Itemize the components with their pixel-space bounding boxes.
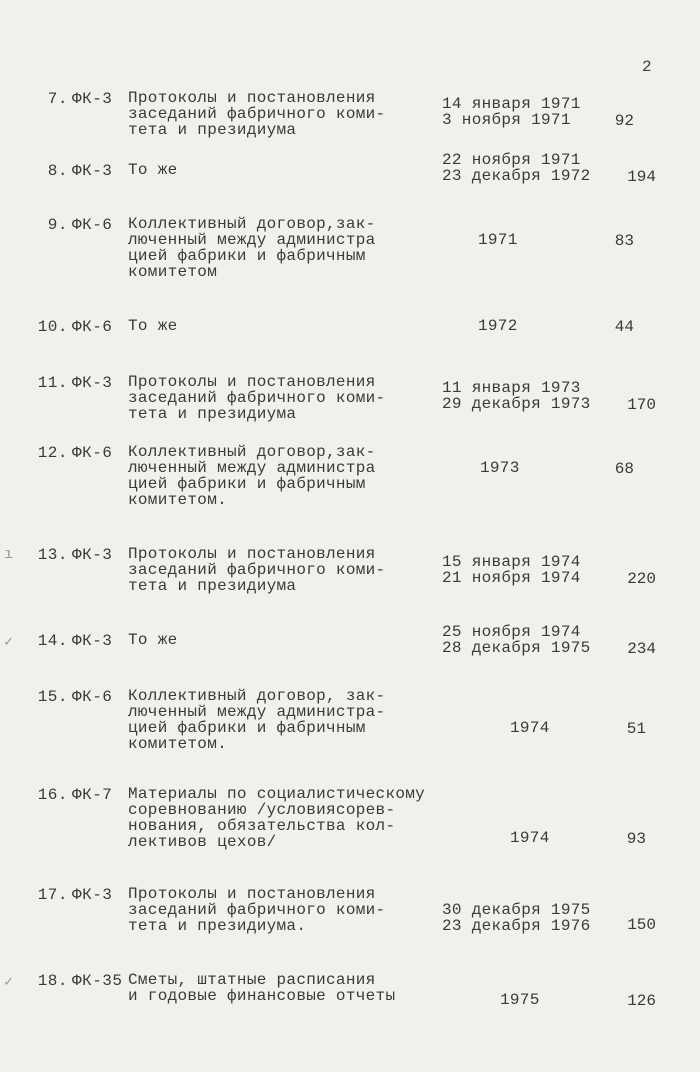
- entry-description: Протоколы и постановления заседаний фабричного коми- тета и президиума.: [128, 885, 386, 935]
- page-number: 2: [642, 58, 652, 76]
- sheet-count: 234: [627, 640, 656, 658]
- fund-code: ФК-6: [72, 318, 113, 336]
- entry-description: То же: [128, 317, 178, 335]
- entry-number: 12.: [37, 444, 68, 462]
- entry-number: 8.: [47, 162, 68, 180]
- sheet-count: 220: [627, 570, 656, 588]
- entry-dates: 1974: [510, 829, 550, 847]
- entry-description: То же: [128, 161, 178, 179]
- entry-number: 18.: [37, 972, 68, 990]
- entry-description: Коллективный договор, зак- люченный между администра- цией фабрики и фабричным комитетом.: [128, 687, 386, 753]
- entry-description: Сметы, штатные расписания и годовые финансовые отчеты: [128, 971, 396, 1005]
- fund-code: ФК-35: [72, 972, 123, 990]
- entry-number: 13.: [37, 546, 68, 564]
- entry-dates: 14 января 1971 3 ноября 1971: [442, 95, 581, 129]
- entry-dates: 1971: [478, 231, 518, 249]
- sheet-count: 126: [627, 992, 656, 1010]
- sheet-count: 170: [627, 396, 656, 414]
- sheet-count: 194: [627, 168, 656, 186]
- sheet-count: 92: [614, 112, 634, 130]
- fund-code: ФК-3: [72, 90, 113, 108]
- entry-description: Протоколы и постановления заседаний фабричного коми- тета и президиума: [128, 89, 386, 139]
- entry-dates: 25 ноября 1974 28 декабря 1975: [442, 623, 591, 657]
- entry-description: Коллективный договор,зак- люченный между администра цией фабрики и фабричным комитетом.: [128, 443, 376, 509]
- fund-code: ФК-3: [72, 546, 113, 564]
- check-mark: ✓: [4, 634, 14, 651]
- fund-code: ФК-3: [72, 374, 113, 392]
- fund-code: ФК-3: [72, 886, 113, 904]
- fund-code: ФК-7: [72, 786, 113, 804]
- entry-description: Коллективный договор,зак- люченный между администра цией фабрики и фабричным комитетом: [128, 215, 376, 281]
- sheet-count: 44: [614, 318, 634, 336]
- entry-number: 10.: [37, 318, 68, 336]
- entry-number: 15.: [37, 688, 68, 706]
- entry-dates: 1975: [500, 991, 540, 1009]
- entry-description: Протоколы и постановления заседаний фабричного коми- тета и президиума: [128, 545, 386, 595]
- entry-number: 7.: [47, 90, 68, 108]
- entry-description: То же: [128, 631, 178, 649]
- entry-number: 11.: [37, 374, 68, 392]
- sheet-count: 68: [614, 460, 634, 478]
- entry-number: 14.: [37, 632, 68, 650]
- entry-number: 9.: [47, 216, 68, 234]
- entry-dates: 11 января 1973 29 декабря 1973: [442, 379, 591, 413]
- entry-number: 17.: [37, 886, 68, 904]
- entry-dates: 22 ноября 1971 23 декабря 1972: [442, 151, 591, 185]
- entry-dates: 30 декабря 1975 23 декабря 1976: [442, 901, 591, 935]
- fund-code: ФК-6: [72, 688, 113, 706]
- fund-code: ФК-3: [72, 632, 113, 650]
- sheet-count: 51: [626, 720, 646, 738]
- sheet-count: 83: [614, 232, 634, 250]
- entry-description: Протоколы и постановления заседаний фабричного коми- тета и президиума: [128, 373, 386, 423]
- fund-code: ФК-6: [72, 444, 113, 462]
- entry-dates: 15 января 1974 21 ноября 1974: [442, 553, 581, 587]
- entry-dates: 1973: [480, 459, 520, 477]
- entry-dates: 1974: [510, 719, 550, 737]
- check-mark: ✓: [4, 974, 14, 991]
- entry-number: 16.: [37, 786, 68, 804]
- fund-code: ФК-6: [72, 216, 113, 234]
- entry-dates: 1972: [478, 317, 518, 335]
- fund-code: ФК-3: [72, 162, 113, 180]
- sheet-count: 93: [626, 830, 646, 848]
- entry-description: Материалы по социалистическому соревнованию /условиясорев- нования, обязательства кол- лективов цехов/: [128, 785, 426, 851]
- sheet-count: 150: [627, 916, 656, 934]
- check-mark: ı: [4, 546, 14, 563]
